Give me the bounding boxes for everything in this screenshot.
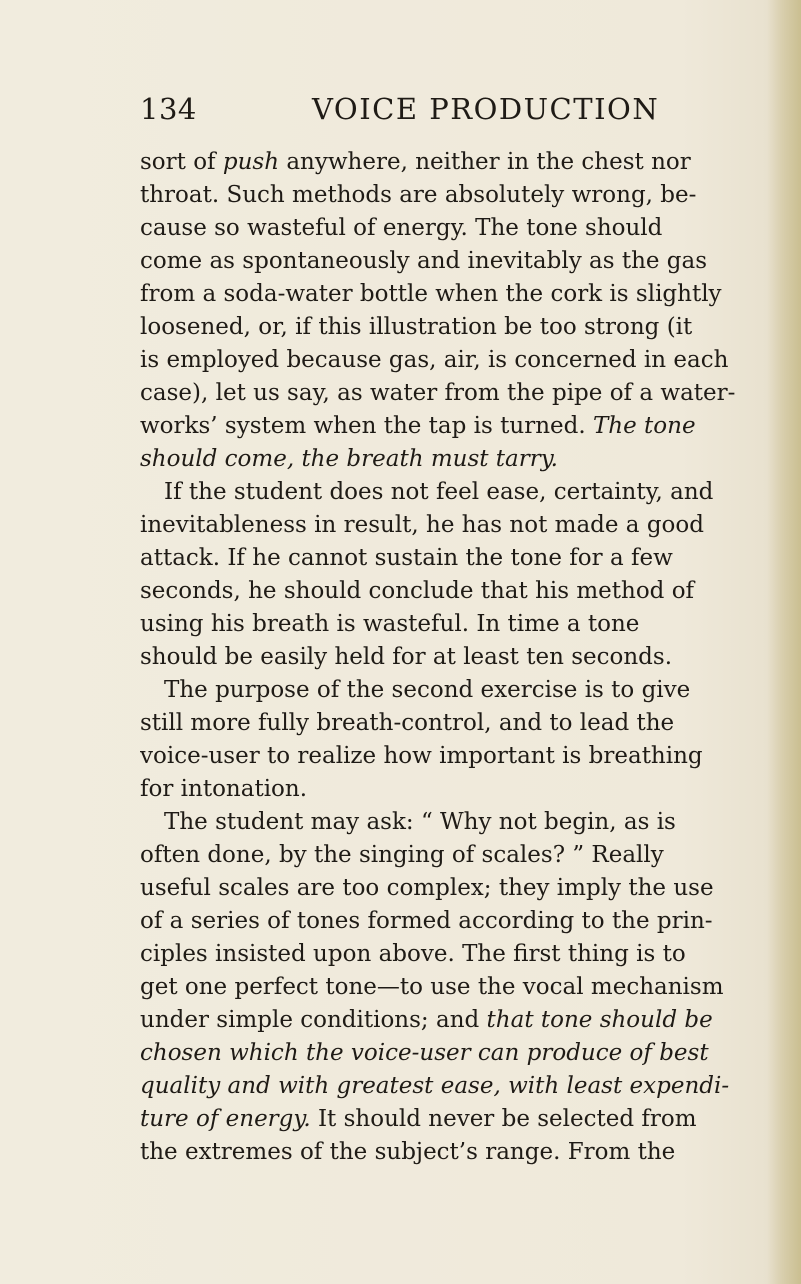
italic-text: The tone bbox=[592, 413, 696, 439]
text-run: inevitableness in result, he has not made a good bbox=[140, 512, 704, 538]
text-run: loosened, or, if this illustration be too strong (it bbox=[140, 314, 693, 340]
text-run: often done, by the singing of scales? ” Really bbox=[140, 842, 664, 868]
text-line bbox=[140, 146, 740, 179]
text-line bbox=[140, 905, 740, 938]
text-run: still more fully breath-control, and to lead the bbox=[140, 710, 675, 736]
text-run: It should never be selected from bbox=[310, 1106, 697, 1132]
page-header bbox=[140, 92, 740, 132]
text-line bbox=[140, 410, 740, 443]
text-line bbox=[140, 608, 740, 641]
text-line bbox=[140, 179, 740, 212]
text-run: attack. If he cannot sustain the tone for a few bbox=[140, 545, 673, 571]
text-line bbox=[140, 707, 740, 740]
text-run: voice-user to realize how important is breathing bbox=[140, 743, 703, 769]
page-edge-shadow bbox=[767, 0, 801, 1284]
text-run: ciples insisted upon above. The first thing is to bbox=[140, 941, 686, 967]
text-run: If the student does not feel ease, certainty, and bbox=[164, 479, 714, 505]
italic-text: chosen which the voice-user can produce of best bbox=[140, 1040, 709, 1066]
text-run: anywhere, neither in the chest nor bbox=[279, 149, 691, 175]
text-run: The student may ask: “ Why not begin, as is bbox=[164, 809, 676, 835]
text-run: the extremes of the subject’s range. From the bbox=[140, 1139, 676, 1165]
text-run: throat. Such methods are absolutely wrong, be- bbox=[140, 182, 697, 208]
text-line bbox=[140, 971, 740, 1004]
text-line bbox=[140, 443, 740, 476]
text-run: works’ system when the tap is turned. bbox=[140, 413, 593, 439]
text-line bbox=[140, 641, 740, 674]
text-line bbox=[140, 773, 740, 806]
italic-text: ture of energy. bbox=[140, 1106, 311, 1132]
text-line bbox=[140, 575, 740, 608]
text-line bbox=[140, 740, 740, 773]
text-line bbox=[140, 806, 740, 839]
text-run: from a soda-water bottle when the cork is slightly bbox=[140, 281, 722, 307]
text-run: is employed because gas, air, is concerned in each bbox=[140, 347, 729, 373]
text-run: of a series of tones formed according to the prin- bbox=[140, 908, 713, 934]
text-line bbox=[140, 344, 740, 377]
text-run: sort of bbox=[140, 149, 223, 175]
text-line bbox=[140, 212, 740, 245]
text-line bbox=[140, 509, 740, 542]
text-line bbox=[140, 872, 740, 905]
text-run: useful scales are too complex; they imply the use bbox=[140, 875, 714, 901]
text-line bbox=[140, 1103, 740, 1136]
text-run: for intonation. bbox=[140, 776, 308, 802]
text-run: get one perfect tone—to use the vocal mechanism bbox=[140, 974, 724, 1000]
text-line bbox=[140, 278, 740, 311]
text-line bbox=[140, 542, 740, 575]
text-line bbox=[140, 377, 740, 410]
text-line bbox=[140, 1037, 740, 1070]
text-run: The purpose of the second exercise is to give bbox=[164, 677, 691, 703]
text-line bbox=[140, 674, 740, 707]
text-run: case), let us say, as water from the pipe of a water- bbox=[140, 380, 736, 406]
text-run: under simple conditions; and bbox=[140, 1007, 487, 1033]
italic-text: push bbox=[222, 149, 280, 175]
text-line bbox=[140, 1136, 740, 1169]
text-line bbox=[140, 1004, 740, 1037]
italic-text: should come, the breath must tarry. bbox=[140, 446, 558, 472]
page-number: 134 bbox=[140, 92, 197, 126]
text-run: using his breath is wasteful. In time a tone bbox=[140, 611, 640, 637]
italic-text: that tone should be bbox=[486, 1007, 713, 1033]
text-line bbox=[140, 839, 740, 872]
text-run: should be easily held for at least ten seconds. bbox=[140, 644, 673, 670]
text-run: cause so wasteful of energy. The tone should bbox=[140, 215, 663, 241]
body-text bbox=[140, 146, 740, 1169]
text-run: come as spontaneously and inevitably as the gas bbox=[140, 248, 708, 274]
text-line bbox=[140, 311, 740, 344]
italic-text: quality and with greatest ease, with least expendi- bbox=[140, 1073, 730, 1099]
text-line bbox=[140, 476, 740, 509]
text-line bbox=[140, 245, 740, 278]
text-line bbox=[140, 1070, 740, 1103]
text-line bbox=[140, 938, 740, 971]
text-run: seconds, he should conclude that his method of bbox=[140, 578, 695, 604]
running-head: VOICE PRODUCTION bbox=[312, 92, 660, 126]
